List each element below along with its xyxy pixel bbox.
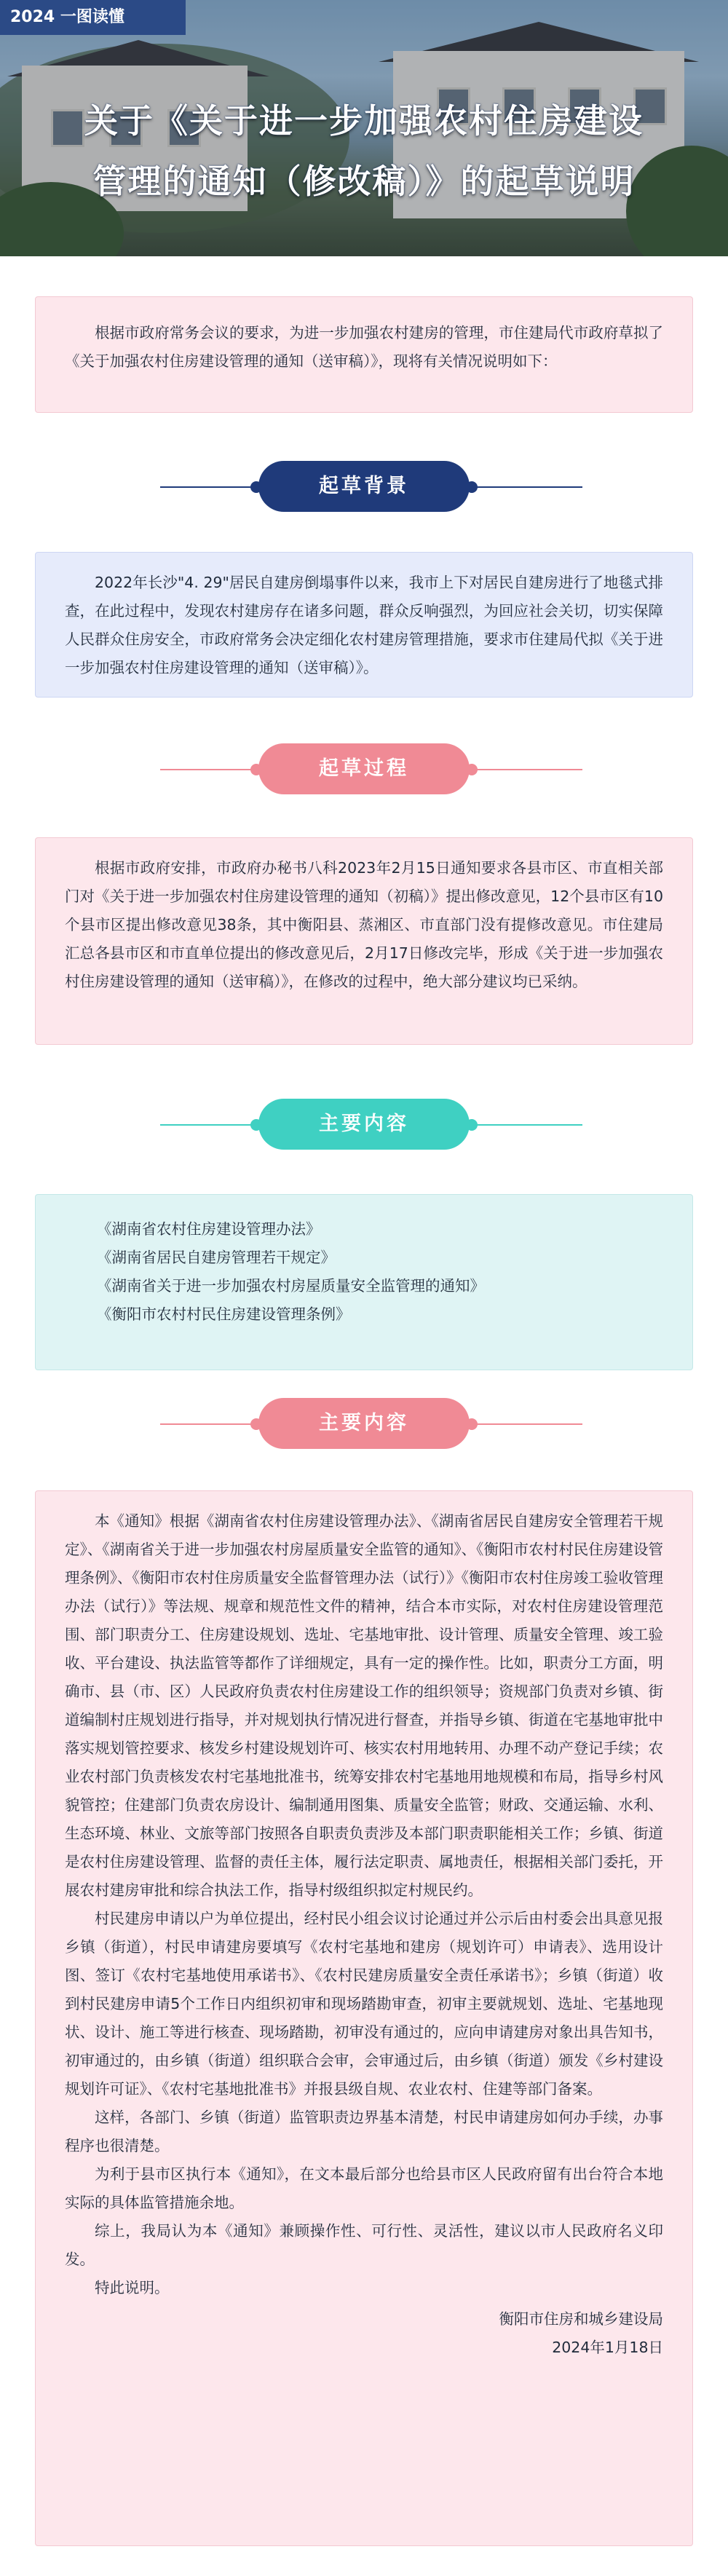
section-header-basis: [0, 1099, 728, 1151]
content-box: [35, 1490, 693, 2546]
content-paragraph: 本《通知》根据《湖南省农村住房建设管理办法》、《湖南省居民自建房安全管理若干规定》、《湖南省关于进一步加强农村房屋质量安全监管的通知》、《衡阳市农村村民住房建设管理条例》、《衡阳市农村住房质量安全监督管理办法（试行）》《衡阳市农村住房竣工验收管理办法（试行）》等法规、规章和规范性文件的精神，结合本市实际，对农村住房建设管理范围、部门职责分工、住房建设规划、选址、宅基地审批、设计管理、质量安全管理、竣工验收、平台建设、执法监管等都作了详细规定，具有一定的操作性。比如，职责分工方面，明确市、县（市、区）人民政府负责农村住房建设工作的组织领导；资规部门负责对乡镇、街道编制村庄规划进行指导，并对规划执行情况进行督查，并指导乡镇、街道在宅基地审批中落实规划管控要求、核发乡村建设规划许可、核实农村用地转用、办理不动产登记手续；农业农村部门负责核发农村宅基地批准书，统筹安排农村宅基地用地规模和布局，指导乡村风貌管控；住建部门负责农房设计、编制通用图集、质量安全监管；财政、交通运输、水利、生态环境、林业、文旅等部门按照各自职责负责涉及本部门职责职能相关工作；乡镇、街道是农村住房建设管理、监督的责任主体，履行法定职责、属地责任，根据相关部门委托，开展农村建房审批和综合执法工作，指导村级组织拟定村规民约。: [65, 1512, 663, 1899]
basis-item: 《湖南省居民自建房管理若干规定》: [97, 1249, 336, 1266]
section-header-process: [0, 743, 728, 796]
process-box: [35, 837, 693, 1045]
basis-item: 《衡阳市农村村民住房建设管理条例》: [97, 1305, 351, 1323]
background-text: 2022年长沙"4. 29"居民自建房倒塌事件以来，我市上下对居民自建房进行了地毯式排查，在此过程中，发现农村建房存在诸多问题，群众反响强烈，为回应社会关切，切实保障人民群众住房安全，市政府常务会决定细化农村建房管理措施，要求市住建局代拟《关于进一步加强农村住房建设管理的通知（送审稿）》。: [65, 574, 663, 676]
section-title-content: 主要内容: [258, 1398, 470, 1449]
signature: 衡阳市住房和城乡建设局: [499, 2310, 663, 2328]
basis-item: 《湖南省关于进一步加强农村房屋质量安全监管理的通知》: [97, 1277, 485, 1295]
background-box: [35, 552, 693, 698]
content-paragraph: 特此说明。: [95, 2279, 170, 2296]
content-paragraph: 综上，我局认为本《通知》兼顾操作性、可行性、灵活性，建议以市人民政府名义印发。: [65, 2222, 663, 2268]
section-header-background: [0, 461, 728, 513]
section-title-background: 起草背景: [258, 461, 470, 512]
content-paragraph: 村民建房申请以户为单位提出，经村民小组会议讨论通过并公示后由村委会出具意见报乡镇（街道），村民申请建房要填写《农村宅基地和建房（规划许可）申请表》、选用设计图、签订《农村宅基地使用承诺书》、《农村民建房质量安全责任承诺书》；乡镇（街道）收到村民建房申请5个工作日内组织初审和现场踏勘审查，初审主要就规划、选址、宅基地现状、设计、施工等进行核查、现场踏勘，初审没有通过的，应向申请建房对象出具告知书，初审通过的，由乡镇（街道）组织联合会审，会审通过后，由乡镇（街道）颁发《乡村建设规划许可证》、《农村宅基地批准书》并报县级自规、农业农村、住建等部门备案。: [65, 1910, 663, 2098]
hero-title-line2: 管理的通知（修改稿）》的起草说明: [92, 162, 636, 201]
signature-date: 2024年1月18日: [552, 2339, 663, 2356]
section-header-content: [0, 1398, 728, 1450]
basis-item: 《湖南省农村住房建设管理办法》: [97, 1220, 321, 1238]
content-paragraph: 这样，各部门、乡镇（街道）监管职责边界基本清楚，村民申请建房如何办手续，办事程序也很清楚。: [65, 2109, 663, 2154]
section-title-process: 起草过程: [258, 743, 470, 794]
hero-title-line1: 关于《关于进一步加强农村住房建设: [84, 101, 644, 141]
hero-banner: [0, 0, 728, 256]
content-paragraph: 为利于县市区执行本《通知》，在文本最后部分也给县市区人民政府留有出台符合本地实际的具体监管措施余地。: [65, 2165, 663, 2211]
section-title-basis: 主要内容: [258, 1099, 470, 1150]
basis-box: [35, 1194, 693, 1370]
intro-text: 根据市政府常务会议的要求，为进一步加强农村建房的管理，市住建局代市政府草拟了《关于加强农村住房建设管理的通知（送审稿）》，现将有关情况说明如下：: [65, 324, 663, 370]
intro-box: [35, 296, 693, 413]
year-badge: 2024 一图读懂: [0, 0, 186, 35]
process-text: 根据市政府安排，市政府办秘书八科2023年2月15日通知要求各县市区、市直相关部门对《关于进一步加强农村住房建设管理的通知（初稿）》提出修改意见，12个县市区有10个县市区提出修改意见38条，其中衡阳县、蒸湘区、市直部门没有提修改意见。市住建局汇总各县市区和市直单位提出的修改意见后，2月17日修改完毕，形成《关于进一步加强农村住房建设管理的通知（送审稿）》，在修改的过程中，绝大部分建议均已采纳。: [65, 859, 663, 990]
